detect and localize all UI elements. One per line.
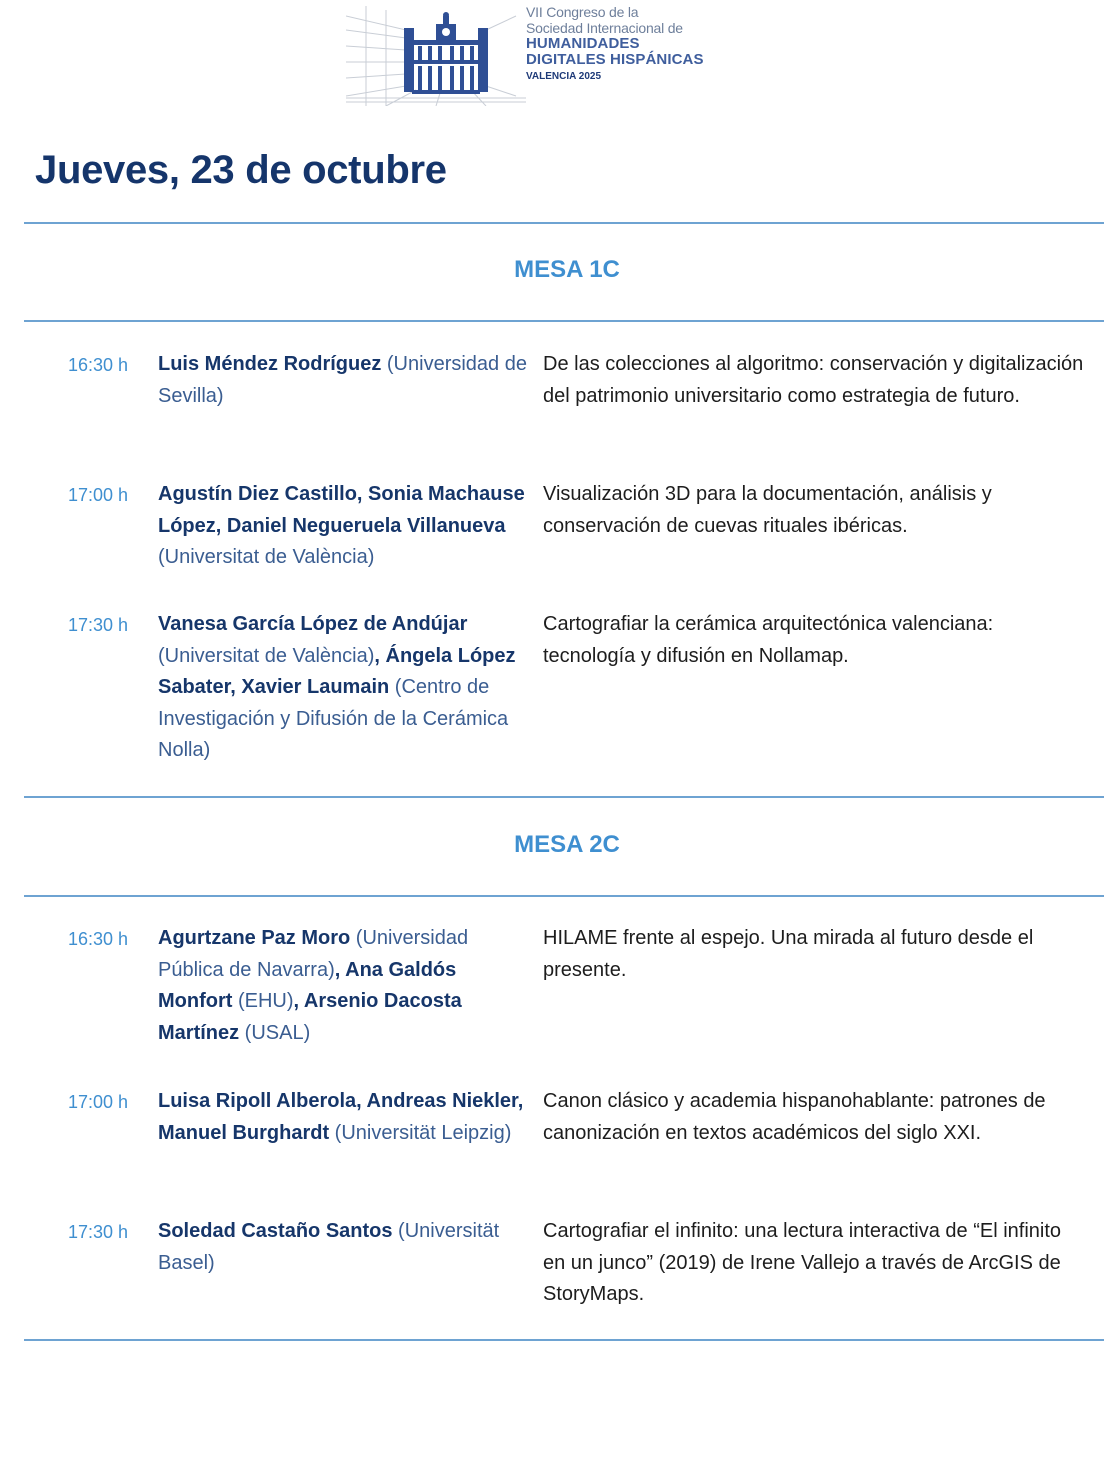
talk-time: 17:30 h — [68, 615, 129, 635]
talk-authors — [158, 349, 528, 412]
session-title: MESA 2C — [514, 831, 620, 858]
divider — [24, 1339, 1104, 1341]
talk-authors — [158, 923, 528, 1049]
talk-time: 17:00 h — [68, 1092, 129, 1112]
author-names: Luisa Ripoll Alberola, Andreas Niekler, Manuel Burghardt — [158, 1090, 524, 1144]
logo-line-3: HUMANIDADES — [526, 35, 640, 52]
author-affiliation: (Centro de Investigación y Difusión de la Cerámica Nolla) — [158, 676, 509, 761]
divider — [24, 320, 1104, 322]
talk-title: HILAME frente al espejo. Una mirada al futuro desde el presente. — [543, 927, 1034, 981]
author-affiliation: (Universitat de València) — [158, 546, 375, 568]
logo-line-4: DIGITALES HISPÁNICAS — [526, 51, 704, 68]
author-affiliation: (EHU) — [232, 990, 294, 1012]
talk-title: Cartografiar el infinito: una lectura interactiva de “El infinito en un junco” (2019) de Irene Vallejo a través de ArcGIS de StoryMaps. — [543, 1220, 1062, 1305]
talk-time: 16:30 h — [68, 355, 129, 375]
talk-authors — [158, 1086, 528, 1149]
talk-time: 17:30 h — [68, 1222, 129, 1242]
author-names: Agurtzane Paz Moro — [158, 927, 351, 949]
divider — [24, 895, 1104, 897]
author-affiliation: (Universitat de València) — [158, 644, 375, 667]
author-names: Vanesa García López de Andújar — [158, 613, 468, 635]
talk-title: Cartografiar la cerámica arquitectónica valenciana: tecnología y difusión en Nollamap. — [543, 613, 994, 667]
talk-title: Visualización 3D para la documentación, análisis y conservación de cuevas rituales ibéricas. — [543, 483, 992, 537]
logo-line-5: VALENCIA 2025 — [526, 71, 602, 82]
talk-authors — [158, 479, 528, 574]
congress-logo — [346, 6, 716, 106]
author-affiliation: (Universität Basel) — [158, 1220, 500, 1274]
talk-authors — [158, 609, 528, 767]
divider — [24, 222, 1104, 224]
author-affiliation: (Universität Leipzig) — [329, 1121, 512, 1144]
logo-line-1: VII Congreso de la — [526, 4, 639, 20]
author-affiliation: (Universidad Pública de Navarra) — [158, 927, 469, 981]
logo-line-2: Sociedad Internacional de — [526, 20, 683, 36]
author-affiliation: (Universidad de Sevilla) — [158, 353, 527, 407]
page-title: Jueves, 23 de octubre — [35, 148, 447, 192]
author-names: Agustín Diez Castillo, Sonia Machause López, Daniel Negueruela Villanueva — [158, 483, 525, 537]
talk-title: De las colecciones al algoritmo: conservación y digitalización del patrimonio universitario como estrategia de futuro. — [543, 353, 1084, 407]
author-names: Soledad Castaño Santos — [158, 1220, 393, 1242]
building-logo-icon — [346, 6, 526, 106]
author-names: Luis Méndez Rodríguez — [158, 353, 382, 375]
logo-text — [526, 4, 704, 85]
author-names: , Ángela López Sabater, Xavier Laumain — [158, 644, 516, 698]
author-affiliation: (USAL) — [239, 1021, 311, 1044]
divider — [24, 796, 1104, 798]
talk-time: 16:30 h — [68, 929, 129, 949]
session-title: MESA 1C — [514, 256, 620, 283]
talk-authors — [158, 1216, 528, 1279]
talk-time: 17:00 h — [68, 485, 129, 505]
author-names: , Arsenio Dacosta Martínez — [158, 990, 462, 1044]
author-names: , Ana Galdós Monfort — [158, 958, 457, 1012]
talk-title: Canon clásico y academia hispanohablante: patrones de canonización en textos académicos del siglo XXI. — [543, 1090, 1046, 1144]
